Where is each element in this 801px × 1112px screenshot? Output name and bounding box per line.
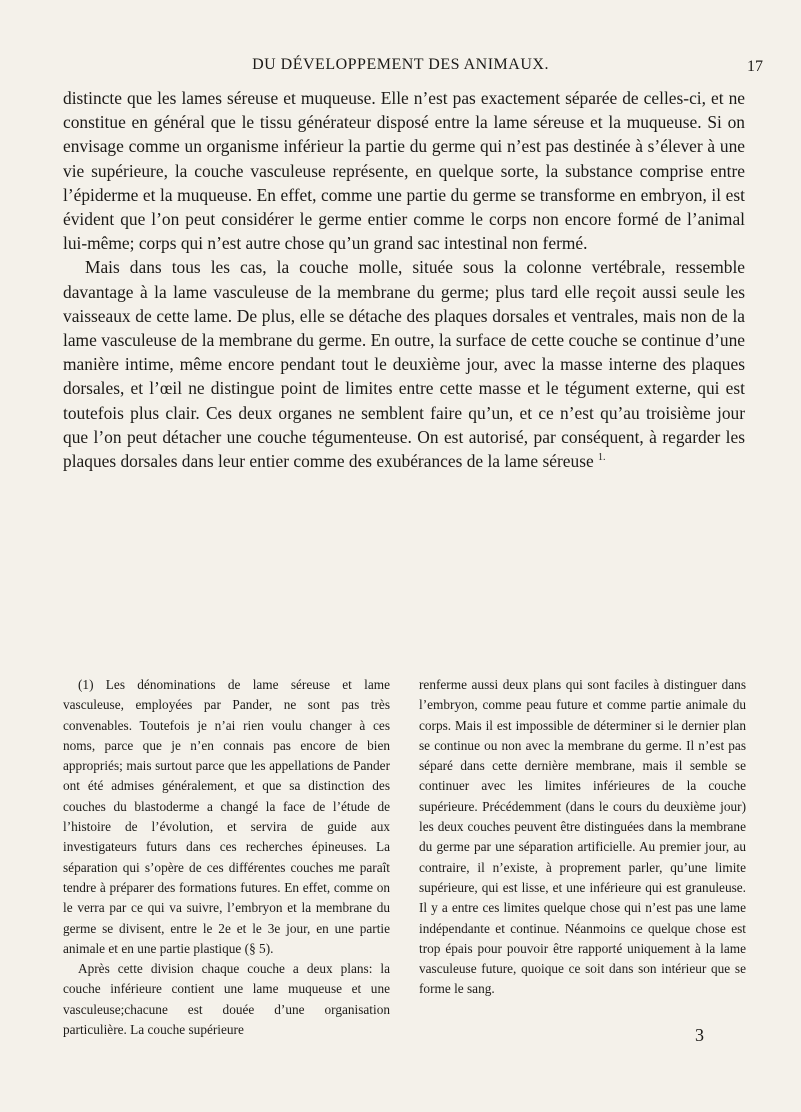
footnotes bbox=[63, 675, 746, 1040]
body-paragraph-2 bbox=[63, 255, 745, 473]
main-text bbox=[63, 86, 745, 473]
footnote-reference: 1. bbox=[598, 452, 606, 464]
footnote-column-right bbox=[419, 675, 746, 1040]
footnote-paragraph-3: renferme aussi deux plans qui sont faciles à distinguer dans l’embryon, comme peau future et comme partie animale du corps. Mais il est impossible de déterminer si le dernier plan se continue ou non avec la membrane du germe. Il n’est pas séparé dans cette dernière membrane, mais il semble se continuer avec les limites inférieures de la couche supérieure. Précédemment (dans le cours du deuxième jour) les deux couches peuvent être distinguées dans la membrane du germe par une séparation artificielle. Au premier jour, au contraire, il n’existe, à proprement parler, qu’une limite supérieure, qui est lisse, et une inférieure qui est granuleuse. Il y a entre ces limites quelque chose qui n’est pas une lame indépendante et continue. Néanmoins ce quelque chose est trop épais pour pouvoir être rapporté uniquement à la lame vasculeuse future, quoique ce soit dans son intérieur que se forme le sang. bbox=[419, 677, 746, 997]
page-number: 17 bbox=[747, 58, 763, 75]
running-head bbox=[0, 56, 801, 74]
body-paragraph-2-text: Mais dans tous les cas, la couche molle, située sous la colonne vertébrale, ressemble davantage à la lame vasculeuse de la membrane du germe; plus tard elle reçoit aussi seule les vaisseaux de cette lame. De plus, elle se détache des plaques dorsales et ventrales, mais non de la lame vasculeuse de la membrane du germe. En outre, la surface de cette couche se continue d’une manière intime, même encore pendant tout le deuxième jour, avec la masse interne des plaques dorsales, et l’œil ne distingue point de limites entre cette masse et le tégument externe, qui est toutefois plus clair. Ces deux organes ne semblent faire qu’un, et ce n’est qu’au troisième jour que l’on peut détacher une couche tégumenteuse. On est autorisé, par conséquent, à regarder les plaques dorsales dans leur entier comme des exubérances de la lame séreuse bbox=[63, 257, 745, 472]
footnote-paragraph-1: (1) Les dénominations de lame séreuse et lame vasculeuse, employées par Pander, ne sont pas très convenables. Toutefois je n’ai rien voulu changer à ces noms, parce que je n’en connais pas encore de bien appropriés; mais surtout parce que les appellations de Pander ont été admises généralement, et que sa distinction des couches du blastoderme a changé la face de l’étude de l’histoire de l’évolution, et servira de guide aux investigateurs futurs dans ces recherches épineuses. La séparation qui s’opère de ces différentes couches me paraît tendre à préparer des formations futures. En effet, comme on le verra par ce qui va suivre, l’embryon et la membrane du germe se divisent, entre le 2e et le 3e jour, en une partie animale et en une partie plastique (§ 5). bbox=[63, 677, 390, 956]
signature-mark: 3 bbox=[695, 1025, 704, 1045]
running-title: DU DÉVELOPPEMENT DES ANIMAUX. bbox=[252, 56, 549, 73]
body-paragraph-1: distincte que les lames séreuse et muqueuse. Elle n’est pas exactement séparée de celles-ci, et ne constitue en général que le tissu générateur disposé entre la lame séreuse et la muqueuse. Si on envisage comme un organisme inférieur la partie du germe qui n’est pas destinée à s’élever à une vie supérieure, la couche vasculeuse représente, en quelque sorte, la substance comprise entre l’épiderme et la muqueuse. En effet, comme une partie du germe se transforme en embryon, il est évident que l’on peut considérer le germe entier comme le corps non encore formé de l’animal lui-même; corps qui n’est autre chose qu’un grand sac intestinal non fermé. bbox=[63, 88, 745, 254]
footnote-paragraph-2: Après cette division chaque couche a deux plans: la couche inférieure contient une lame muqueuse et une vasculeuse;chacune est douée d’une organisation particulière. La couche supérieure bbox=[63, 961, 390, 1038]
footnote-column-left bbox=[63, 675, 390, 1040]
